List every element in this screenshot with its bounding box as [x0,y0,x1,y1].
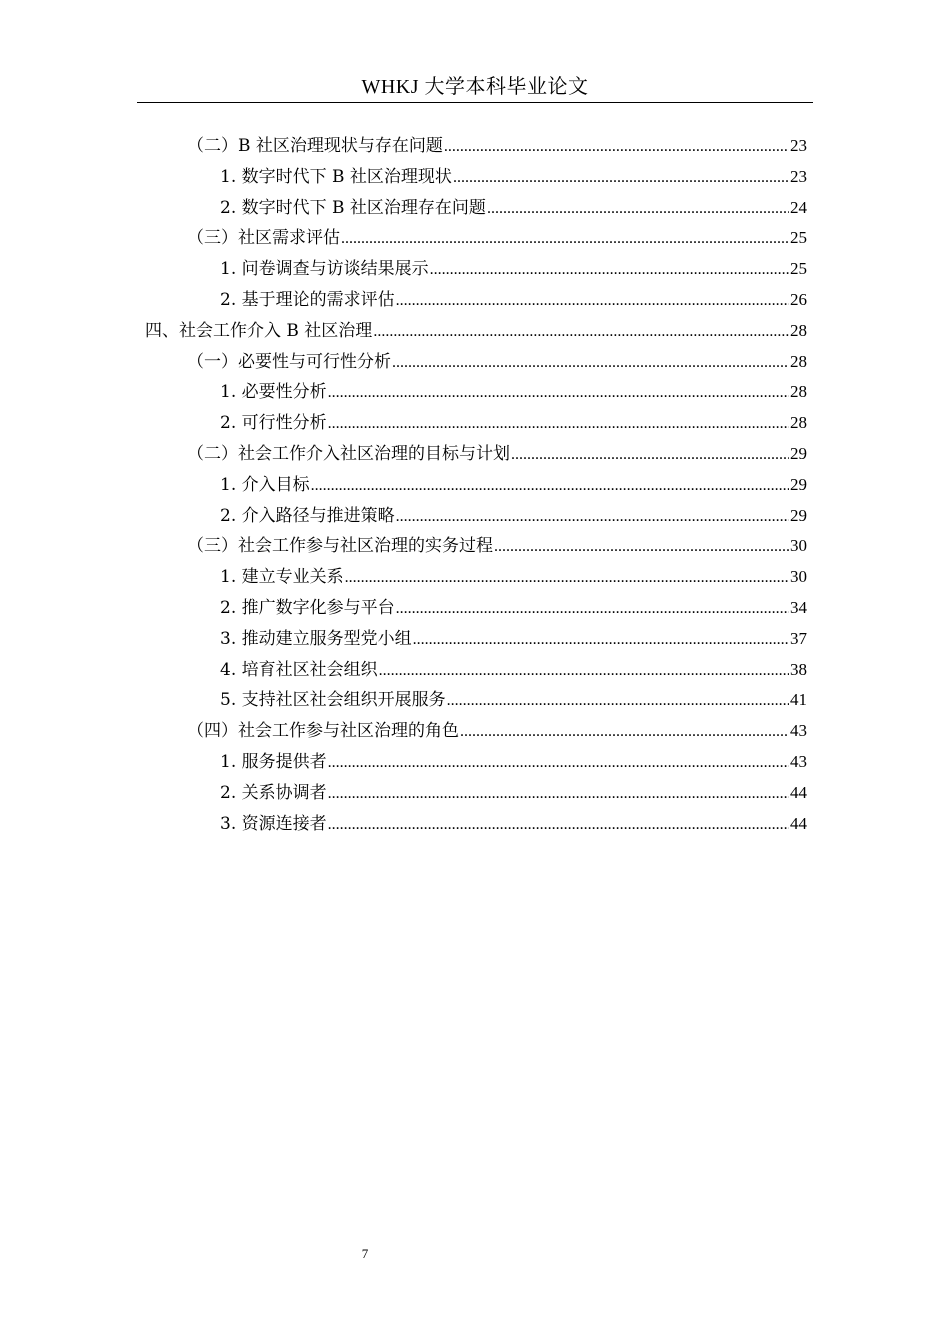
toc-entry-title: （四）社会工作参与社区治理的角色 [187,721,459,742]
toc-leader-dots [413,624,789,655]
toc-entry-title: 培育社区社会组织 [241,659,378,680]
toc-entry-page: 37 [790,628,807,648]
toc-leader-dots [430,254,789,285]
toc-entry-page: 30 [790,567,807,587]
toc-entry-title: 关系协调者 [241,782,327,803]
toc-leader-dots [396,285,789,316]
toc-entry-page: 28 [790,382,807,402]
toc-entry-page: 44 [790,813,807,833]
toc-entry[interactable] [220,684,807,715]
toc-entry-page: 30 [790,536,807,556]
toc-entry-page: 29 [790,444,807,463]
toc-entry[interactable] [187,530,807,561]
toc-entry-title: （一）必要性与可行性分析 [187,351,391,372]
toc-leader-dots [453,162,789,193]
page-number: 7 [361,1246,369,1261]
toc-entry[interactable] [220,253,807,284]
toc-entry[interactable] [187,715,807,746]
toc-entry[interactable] [220,808,807,839]
toc-entry[interactable] [187,438,807,469]
toc-leader-dots [341,223,789,254]
toc-entry-title: （三）社区需求评估 [187,228,340,249]
toc-entry-page: 28 [790,413,807,433]
toc-entry-title: 数字时代下 B 社区治理现状 [241,166,452,187]
toc-entry-page: 29 [790,474,807,494]
toc-entry[interactable] [220,161,807,192]
toc-entry-title: 介入路径与推进策略 [241,505,395,526]
toc-entry-page: 43 [790,752,807,771]
toc-entry-title: 必要性分析 [241,382,327,403]
toc-leader-dots [311,470,789,501]
toc-entry[interactable] [187,222,807,253]
toc-entry[interactable] [187,130,807,161]
toc-entry-page: 25 [790,259,807,279]
toc-entry-title: 资源连接者 [241,813,327,834]
toc-leader-dots [328,809,789,840]
toc-leader-dots [396,593,789,624]
toc-entry[interactable] [220,592,807,623]
toc-entry-number: 3. [220,628,242,649]
toc-entry-title: 问卷调查与访谈结果展示 [241,259,429,280]
toc-entry-page: 44 [790,782,807,802]
toc-entry-page: 26 [790,290,807,309]
toc-entry[interactable] [220,469,807,500]
toc-leader-dots [328,747,789,778]
toc-entry-page: 25 [790,228,807,248]
toc-entry[interactable] [220,284,807,315]
toc-leader-dots [379,655,789,686]
toc-entry-title: 可行性分析 [241,413,327,434]
toc-entry-number: 1. [220,382,242,403]
header-title: WHKJ 大学本科毕业论文 [361,76,589,98]
toc-entry-number: 3. [220,813,242,834]
toc-leader-dots [460,716,789,747]
toc-entry-page: 29 [790,505,807,525]
toc-entry[interactable] [220,777,807,808]
toc-entry-title: （二）社会工作介入社区治理的目标与计划 [187,444,510,464]
toc-entry-number: 1. [220,567,242,588]
toc-entry-title: 支持社区社会组织开展服务 [241,690,446,711]
toc-entry-number: 2. [220,505,242,526]
toc-leader-dots [392,347,789,378]
toc-entry-number: 2. [220,413,242,434]
toc-leader-dots [494,531,789,562]
toc-leader-dots [444,131,789,162]
toc-entry-page: 24 [790,197,807,217]
toc-entry[interactable] [220,561,807,592]
toc-entry-number: 1. [220,752,242,772]
toc-leader-dots [447,685,789,716]
toc-entry[interactable] [220,623,807,654]
toc-leader-dots [328,408,789,439]
toc-leader-dots [373,316,789,347]
toc-leader-dots [487,193,789,224]
toc-entry[interactable] [220,376,807,407]
toc-entry-title: 介入目标 [241,474,310,495]
toc-entry-number: 2. [220,782,242,803]
toc-entry-title: 数字时代下 B 社区治理存在问题 [241,197,486,218]
toc-entry[interactable] [220,654,807,685]
toc-entry-title: 服务提供者 [241,752,327,772]
toc-entry-page: 28 [790,320,807,340]
toc-entry-page: 38 [790,659,807,679]
toc-leader-dots [396,501,789,532]
toc-entry-page: 23 [790,136,807,155]
toc-entry-title: 四、社会工作介入 B 社区治理 [145,320,373,341]
toc-entry-page: 34 [790,598,807,617]
toc-entry[interactable] [220,192,807,223]
toc-entry[interactable] [220,407,807,438]
toc-entry-number: 1. [220,474,242,495]
toc-entry[interactable] [220,746,807,777]
toc-entry-title: 推广数字化参与平台 [241,598,395,618]
toc-entry-page: 23 [790,166,807,186]
toc-entry-number: 2. [220,290,242,310]
toc-leader-dots [328,778,789,809]
toc-leader-dots [328,377,789,408]
toc-entry[interactable] [220,500,807,531]
toc-entry-number: 2. [220,197,242,218]
toc-entry-title: 推动建立服务型党小组 [241,628,412,649]
toc-entry-title: 基于理论的需求评估 [241,290,395,310]
toc-entry-title: （二）B 社区治理现状与存在问题 [187,136,443,156]
toc-entry-page: 43 [790,721,807,741]
toc-entry[interactable] [145,315,807,346]
toc-entry-page: 28 [790,351,807,371]
toc-entry-title: （三）社会工作参与社区治理的实务过程 [187,536,493,557]
toc-entry-page: 41 [790,690,807,710]
toc-entry-number: 1. [220,259,242,280]
toc-leader-dots [511,439,789,470]
toc-entry[interactable] [187,346,807,377]
toc-entry-number: 2. [220,598,242,618]
toc-entry-title: 建立专业关系 [241,567,344,588]
toc-entry-number: 5. [220,690,242,711]
toc-entry-number: 1. [220,166,242,187]
toc-entry-number: 4. [220,659,242,680]
toc-leader-dots [345,562,789,593]
page-header [137,72,813,103]
